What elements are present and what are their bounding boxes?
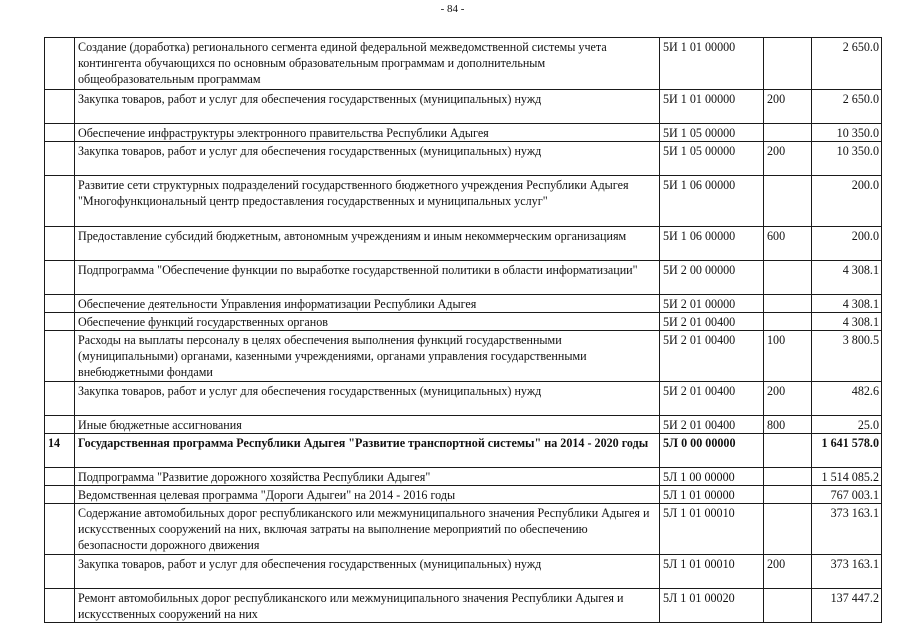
table-row [45, 295, 882, 313]
row-name: Закупка товаров, работ и услуг для обеспечения государственных (муниципальных) нужд [75, 555, 660, 589]
row-name: Иные бюджетные ассигнования [75, 416, 660, 434]
row-number [45, 38, 75, 90]
row-code: 5И 2 01 00000 [660, 295, 764, 313]
row-name: Создание (доработка) регионального сегмента единой федеральной межведомственной системы учета контингента обучающихся по основным образовательным программам и дополнительным общеобразовательным программам [75, 38, 660, 90]
row-number [45, 555, 75, 589]
row-sum: 482.6 [812, 382, 882, 416]
row-expense-type: 600 [764, 227, 812, 261]
row-name: Содержание автомобильных дорог республиканского или межмуниципального значения Республики Адыгея и искусственных сооружений на них, включая затраты на выполнение мероприятий по обеспечению безопасности дорожного движения [75, 504, 660, 555]
row-number [45, 331, 75, 382]
row-sum: 10 350.0 [812, 142, 882, 176]
row-name: Обеспечение деятельности Управления информатизации Республики Адыгея [75, 295, 660, 313]
row-expense-type: 800 [764, 416, 812, 434]
table-row [45, 589, 882, 623]
row-code: 5И 1 05 00000 [660, 142, 764, 176]
row-number [45, 176, 75, 227]
row-code: 5Л 1 00 00000 [660, 468, 764, 486]
row-code: 5Л 1 01 00000 [660, 486, 764, 504]
row-expense-type: 200 [764, 382, 812, 416]
row-number [45, 261, 75, 295]
table-row [45, 468, 882, 486]
row-code: 5И 1 01 00000 [660, 38, 764, 90]
row-name: Ведомственная целевая программа "Дороги Адыгеи" на 2014 - 2016 годы [75, 486, 660, 504]
row-name: Подпрограмма "Обеспечение функции по выработке государственной политики в области информатизации" [75, 261, 660, 295]
row-sum: 373 163.1 [812, 504, 882, 555]
table-row [45, 504, 882, 555]
row-expense-type: 200 [764, 142, 812, 176]
row-expense-type [764, 38, 812, 90]
row-name: Закупка товаров, работ и услуг для обеспечения государственных (муниципальных) нужд [75, 90, 660, 124]
row-expense-type [764, 313, 812, 331]
row-expense-type [764, 124, 812, 142]
row-sum: 4 308.1 [812, 295, 882, 313]
row-sum: 137 447.2 [812, 589, 882, 623]
row-expense-type [764, 504, 812, 555]
row-code: 5Л 1 01 00020 [660, 589, 764, 623]
row-expense-type [764, 295, 812, 313]
table-row [45, 142, 882, 176]
row-number [45, 504, 75, 555]
row-code: 5И 1 01 00000 [660, 90, 764, 124]
row-name: Государственная программа Республики Адыгея "Развитие транспортной системы" на 2014 - 2020 годы [75, 434, 660, 468]
row-number [45, 227, 75, 261]
row-code: 5И 2 00 00000 [660, 261, 764, 295]
row-number [45, 382, 75, 416]
row-code: 5И 2 01 00400 [660, 382, 764, 416]
row-sum: 2 650.0 [812, 38, 882, 90]
row-number [45, 90, 75, 124]
table-row [45, 38, 882, 90]
table-row [45, 261, 882, 295]
row-sum: 200.0 [812, 227, 882, 261]
row-sum: 1 641 578.0 [812, 434, 882, 468]
row-number [45, 295, 75, 313]
table-row [45, 227, 882, 261]
table-row [45, 416, 882, 434]
row-number [45, 416, 75, 434]
row-name: Предоставление субсидий бюджетным, автономным учреждениям и иным некоммерческим организациям [75, 227, 660, 261]
row-sum: 200.0 [812, 176, 882, 227]
row-code: 5И 2 01 00400 [660, 416, 764, 434]
row-code: 5Л 0 00 00000 [660, 434, 764, 468]
row-name: Обеспечение инфраструктуры электронного правительства Республики Адыгея [75, 124, 660, 142]
row-sum: 373 163.1 [812, 555, 882, 589]
row-sum: 2 650.0 [812, 90, 882, 124]
row-name: Закупка товаров, работ и услуг для обеспечения государственных (муниципальных) нужд [75, 142, 660, 176]
row-sum: 4 308.1 [812, 261, 882, 295]
row-code: 5И 1 06 00000 [660, 227, 764, 261]
row-code: 5И 2 01 00400 [660, 331, 764, 382]
row-expense-type: 200 [764, 90, 812, 124]
row-sum: 25.0 [812, 416, 882, 434]
row-number: 14 [45, 434, 75, 468]
row-code: 5Л 1 01 00010 [660, 555, 764, 589]
row-expense-type: 200 [764, 555, 812, 589]
table-row [45, 176, 882, 227]
row-number [45, 486, 75, 504]
row-sum: 3 800.5 [812, 331, 882, 382]
row-name: Развитие сети структурных подразделений государственного бюджетного учреждения Республики Адыгея "Многофункциональный центр предоставления государственных и муниципальных услуг" [75, 176, 660, 227]
row-name: Ремонт автомобильных дорог республиканского или межмуниципального значения Республики Адыгея и искусственных сооружений на них [75, 589, 660, 623]
row-number [45, 589, 75, 623]
row-number [45, 124, 75, 142]
row-number [45, 468, 75, 486]
row-expense-type [764, 468, 812, 486]
table-row [45, 313, 882, 331]
row-sum: 4 308.1 [812, 313, 882, 331]
row-expense-type [764, 176, 812, 227]
row-expense-type [764, 261, 812, 295]
table-row [45, 124, 882, 142]
row-code: 5Л 1 01 00010 [660, 504, 764, 555]
table-row [45, 90, 882, 124]
row-sum: 10 350.0 [812, 124, 882, 142]
row-sum: 767 003.1 [812, 486, 882, 504]
row-number [45, 313, 75, 331]
row-name: Подпрограмма "Развитие дорожного хозяйства Республики Адыгея" [75, 468, 660, 486]
row-expense-type [764, 486, 812, 504]
row-code: 5И 1 05 00000 [660, 124, 764, 142]
table-row-program [45, 434, 882, 468]
table-row [45, 331, 882, 382]
row-expense-type [764, 434, 812, 468]
row-expense-type [764, 589, 812, 623]
row-code: 5И 1 06 00000 [660, 176, 764, 227]
row-expense-type: 100 [764, 331, 812, 382]
budget-table [44, 37, 882, 623]
table-row [45, 555, 882, 589]
table-row [45, 382, 882, 416]
row-sum: 1 514 085.2 [812, 468, 882, 486]
row-code: 5И 2 01 00400 [660, 313, 764, 331]
row-name: Обеспечение функций государственных органов [75, 313, 660, 331]
row-number [45, 142, 75, 176]
table-row [45, 486, 882, 504]
page-number: - 84 - [440, 3, 465, 15]
row-name: Закупка товаров, работ и услуг для обеспечения государственных (муниципальных) нужд [75, 382, 660, 416]
row-name: Расходы на выплаты персоналу в целях обеспечения выполнения функций государственными (муниципальными) органами, казенными учреждениями, органами управления государственными внебюджетными фондами [75, 331, 660, 382]
